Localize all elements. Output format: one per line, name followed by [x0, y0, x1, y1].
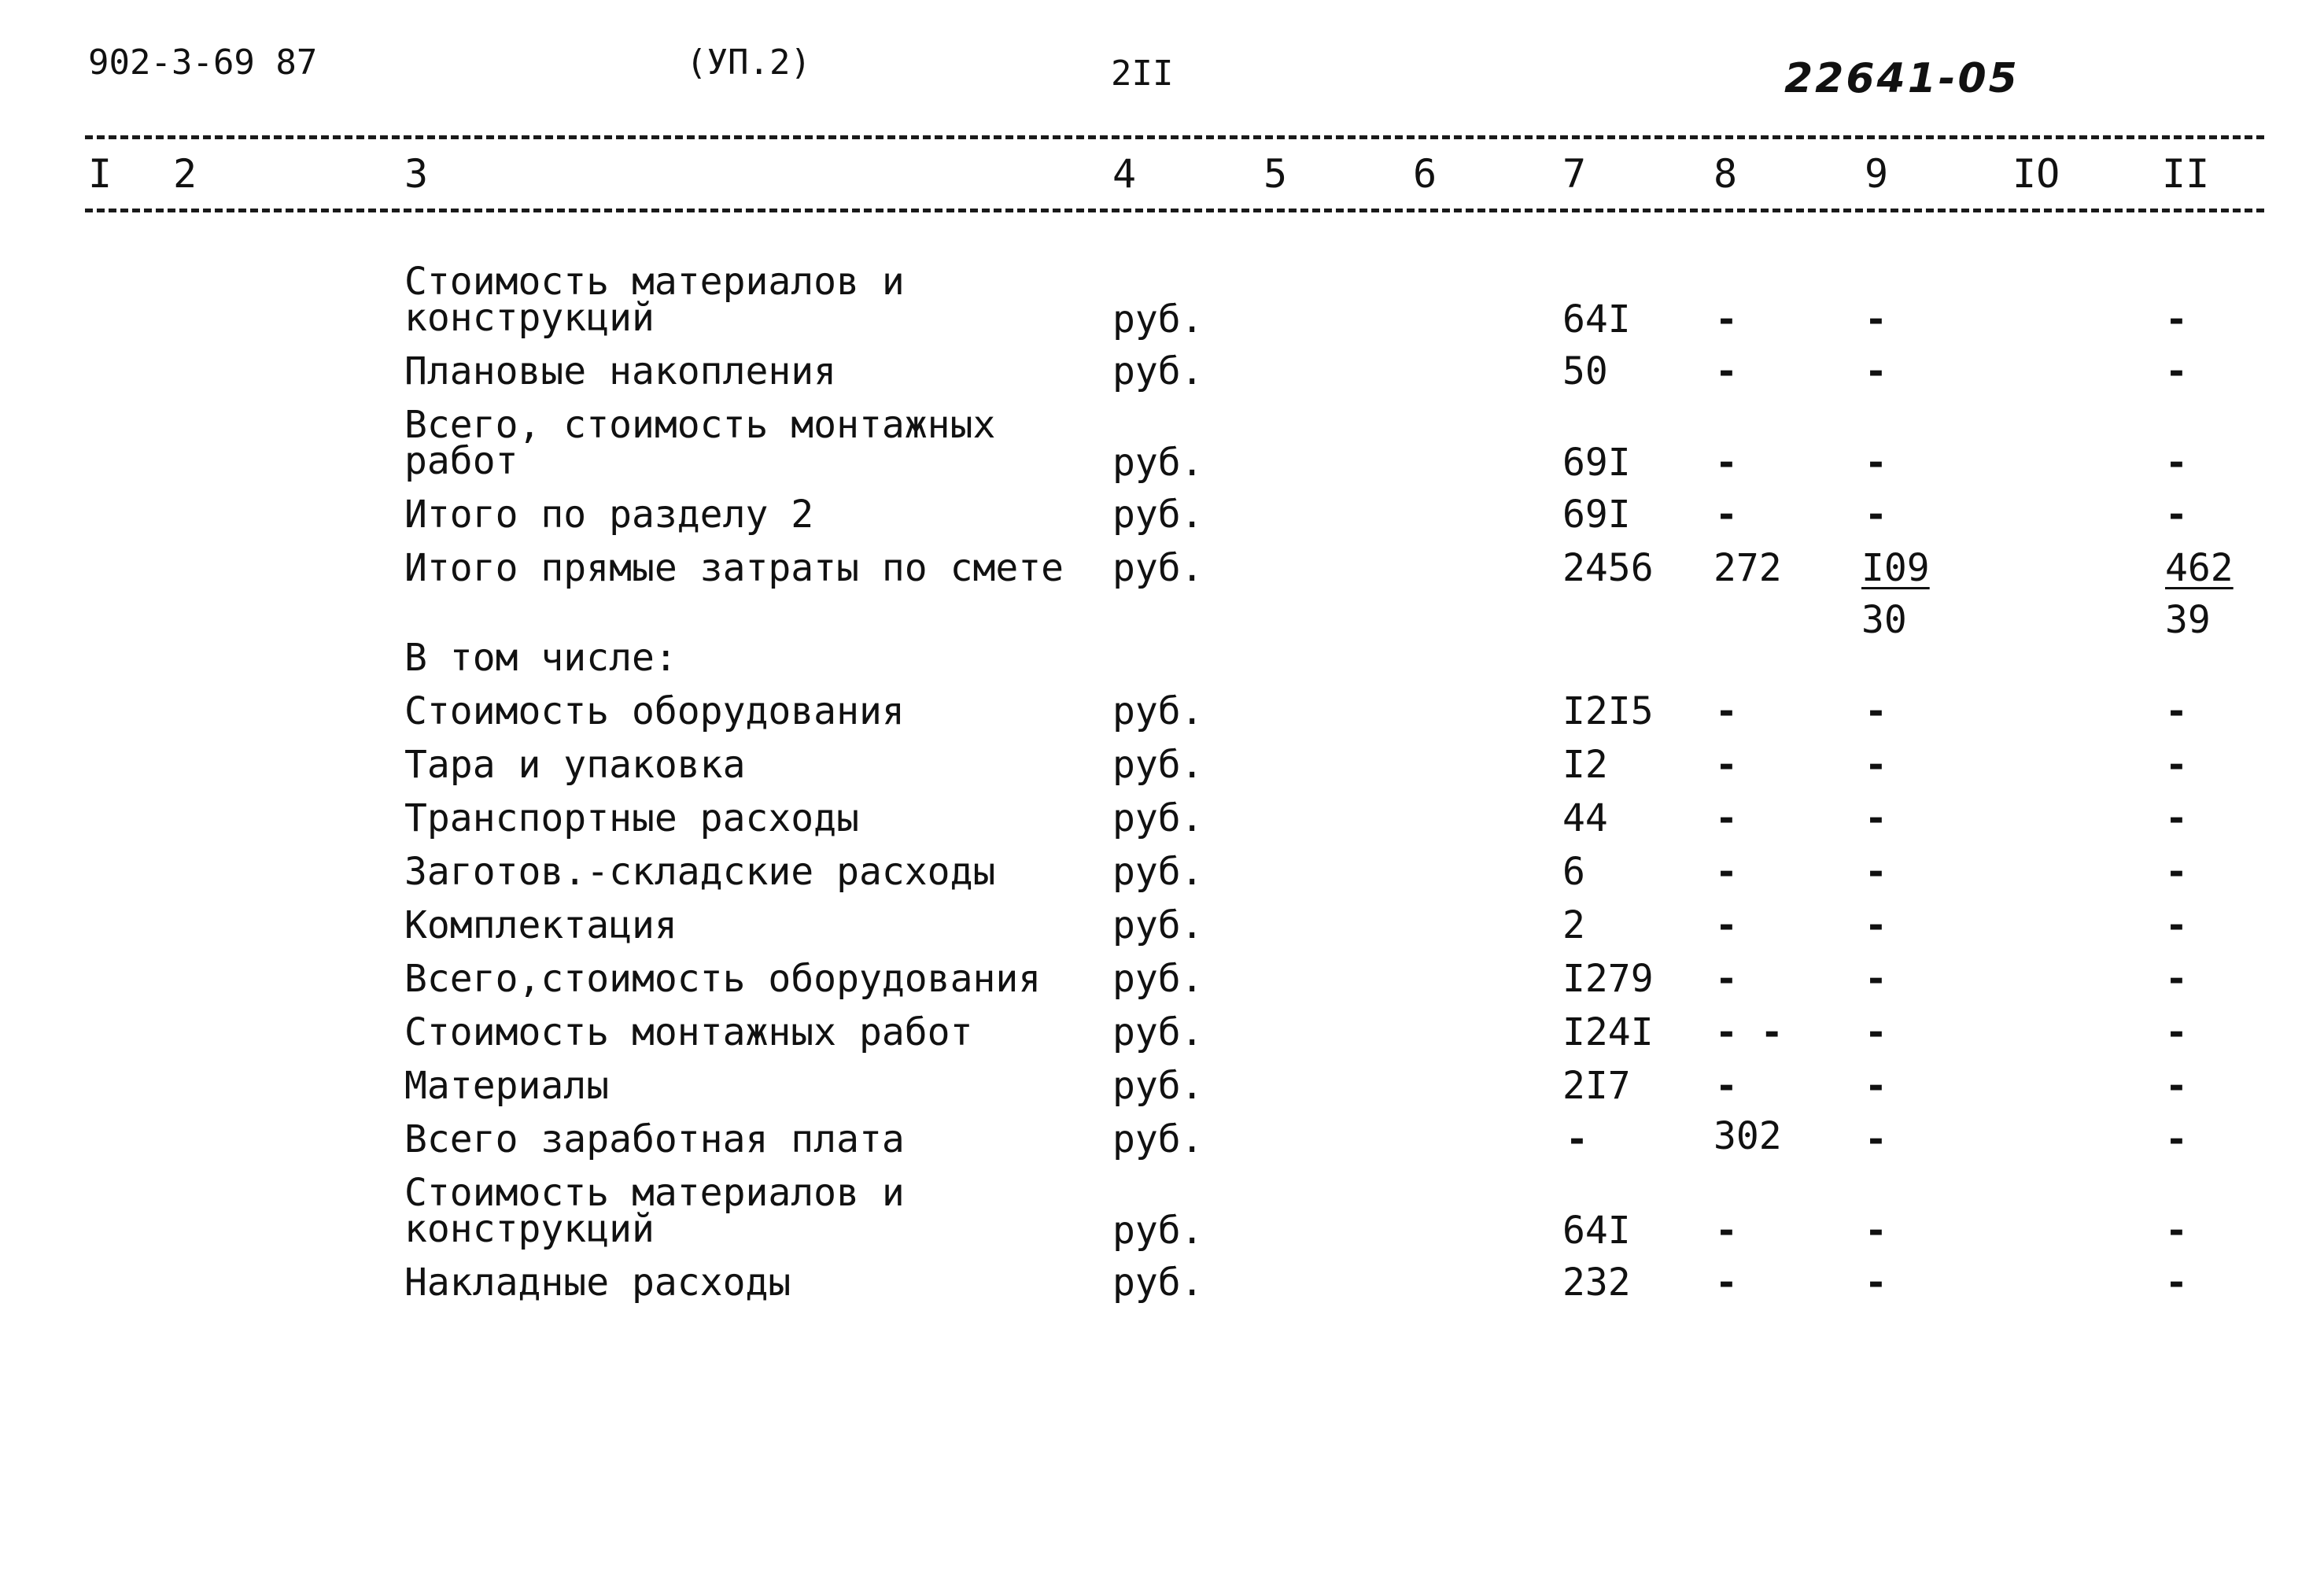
- unit-cell: руб.: [1112, 689, 1204, 733]
- row-description: Стоимость материалов и: [404, 260, 905, 304]
- column-number-6: 6: [1413, 151, 1437, 197]
- unit-cell: руб.: [1112, 297, 1204, 341]
- column-9-value: -: [1865, 1209, 1887, 1253]
- row-description: Заготов.-складские расходы: [404, 850, 996, 894]
- unit-cell: руб.: [1112, 1010, 1204, 1054]
- row-description: Тара и упаковка: [404, 743, 746, 787]
- column-8-value: -: [1715, 1209, 1738, 1253]
- column-9-value: -: [1865, 903, 1887, 947]
- column-7-value: 2I7: [1562, 1064, 1631, 1108]
- column-9-value: -: [1865, 441, 1887, 485]
- unit-cell: руб.: [1112, 1261, 1204, 1305]
- column-11-value: -: [2165, 1261, 2188, 1305]
- column-number-9: 9: [1865, 151, 1889, 197]
- row-description: Плановые накопления: [404, 349, 837, 393]
- unit-cell: руб.: [1112, 441, 1204, 485]
- row-description: Транспортные расходы: [404, 796, 859, 840]
- column-11-value: -: [2165, 689, 2188, 733]
- column-11-value: -: [2165, 957, 2188, 1001]
- column-number-10: IO: [2012, 151, 2060, 197]
- column-8-value: -: [1715, 850, 1738, 894]
- column-11-value: -: [2165, 493, 2188, 537]
- unit-cell: руб.: [1112, 1209, 1204, 1253]
- inventory-number: 22641-05: [1784, 55, 2020, 102]
- column-8-value: - -: [1715, 1010, 1784, 1054]
- column-8-value: -: [1715, 957, 1738, 1001]
- row-description: работ: [404, 439, 518, 483]
- column-11-value: -: [2165, 297, 2188, 341]
- column-7-value: 69I: [1562, 441, 1631, 485]
- unit-cell: руб.: [1112, 796, 1204, 840]
- column-9-value: -: [1865, 493, 1887, 537]
- column-7-value: I279: [1562, 957, 1654, 1001]
- column-7-value: I2I5: [1562, 689, 1654, 733]
- row-subheading: В том числе:: [404, 636, 677, 680]
- column-number-3: 3: [404, 151, 429, 197]
- column-7-value: 44: [1562, 796, 1608, 840]
- column-7-value: I24I: [1562, 1010, 1654, 1054]
- column-11-value: -: [2165, 349, 2188, 393]
- column-8-value: 272: [1713, 546, 1782, 590]
- column-11-subvalue: 39: [2165, 598, 2211, 642]
- row-description: Материалы: [404, 1064, 610, 1108]
- column-9-subvalue: 30: [1861, 598, 1907, 642]
- unit-cell: руб.: [1112, 1117, 1204, 1161]
- column-11-value: -: [2165, 441, 2188, 485]
- column-number-1: I: [88, 151, 113, 197]
- document-code: 902-3-69 87: [88, 42, 318, 83]
- column-9-value: I09: [1861, 546, 1930, 590]
- unit-cell: руб.: [1112, 349, 1204, 393]
- column-11-value: -: [2165, 850, 2188, 894]
- page-number: 2II: [1111, 54, 1174, 94]
- column-8-value: -: [1715, 689, 1738, 733]
- unit-cell: руб.: [1112, 493, 1204, 537]
- row-description: Всего заработная плата: [404, 1117, 905, 1161]
- column-9-value: -: [1865, 957, 1887, 1001]
- column-8-value: -: [1715, 297, 1738, 341]
- column-7-value: 64I: [1562, 1209, 1631, 1253]
- column-9-value: -: [1865, 1010, 1887, 1054]
- column-11-value: -: [2165, 1010, 2188, 1054]
- column-7-value: 69I: [1562, 493, 1631, 537]
- column-number-8: 8: [1713, 151, 1738, 197]
- column-11-value: -: [2165, 796, 2188, 840]
- unit-cell: руб.: [1112, 903, 1204, 947]
- row-description: Накладные расходы: [404, 1261, 791, 1305]
- row-description: Стоимость материалов и: [404, 1171, 905, 1215]
- column-11-value: -: [2165, 903, 2188, 947]
- column-7-value: -: [1566, 1117, 1588, 1161]
- column-9-value: -: [1865, 689, 1887, 733]
- column-number-7: 7: [1562, 151, 1587, 197]
- row-description: Комплектация: [404, 903, 677, 947]
- unit-cell: руб.: [1112, 850, 1204, 894]
- row-description: Стоимость оборудования: [404, 689, 905, 733]
- column-number-2: 2: [173, 151, 197, 197]
- column-8-value: -: [1715, 743, 1738, 787]
- column-9-value: -: [1865, 297, 1887, 341]
- column-7-value: 232: [1562, 1261, 1631, 1305]
- column-7-value: 50: [1562, 349, 1608, 393]
- column-11-value: -: [2165, 743, 2188, 787]
- column-8-value: 302: [1713, 1114, 1782, 1158]
- column-9-value: -: [1865, 850, 1887, 894]
- row-description: Стоимость монтажных работ: [404, 1010, 973, 1054]
- column-9-value: -: [1865, 796, 1887, 840]
- album-label: (УП.2): [686, 42, 811, 83]
- column-7-value: 64I: [1562, 297, 1631, 341]
- unit-cell: руб.: [1112, 1064, 1204, 1108]
- unit-cell: руб.: [1112, 957, 1204, 1001]
- row-description: Всего,стоимость оборудования: [404, 957, 1042, 1001]
- row-description: Всего, стоимость монтажных: [404, 403, 996, 447]
- column-8-value: -: [1715, 1261, 1738, 1305]
- column-11-value: -: [2165, 1209, 2188, 1253]
- row-description: конструкций: [404, 1207, 655, 1251]
- row-description: конструкций: [404, 296, 655, 340]
- column-9-value: -: [1865, 349, 1887, 393]
- column-9-value: -: [1865, 1117, 1887, 1161]
- column-8-value: -: [1715, 441, 1738, 485]
- row-description: Итого прямые затраты по смете: [404, 546, 1064, 590]
- column-7-value: 6: [1562, 850, 1585, 894]
- unit-cell: руб.: [1112, 546, 1204, 590]
- column-8-value: -: [1715, 349, 1738, 393]
- column-8-value: -: [1715, 903, 1738, 947]
- column-number-4: 4: [1112, 151, 1137, 197]
- column-number-5: 5: [1263, 151, 1288, 197]
- column-11-value: -: [2165, 1064, 2188, 1108]
- bottom-dashed-rule: [85, 209, 2264, 212]
- column-number-11: II: [2162, 151, 2210, 197]
- column-7-value: I2: [1562, 743, 1608, 787]
- top-dashed-rule: [85, 135, 2264, 139]
- column-11-value: 462: [2165, 546, 2234, 590]
- column-7-value: 2456: [1562, 546, 1654, 590]
- column-11-value: -: [2165, 1117, 2188, 1161]
- column-9-value: -: [1865, 1261, 1887, 1305]
- column-9-value: -: [1865, 1064, 1887, 1108]
- column-8-value: -: [1715, 796, 1738, 840]
- column-9-value: -: [1865, 743, 1887, 787]
- column-8-value: -: [1715, 1064, 1738, 1108]
- row-description: Итого по разделу 2: [404, 493, 814, 537]
- unit-cell: руб.: [1112, 743, 1204, 787]
- column-7-value: 2: [1562, 903, 1585, 947]
- column-8-value: -: [1715, 493, 1738, 537]
